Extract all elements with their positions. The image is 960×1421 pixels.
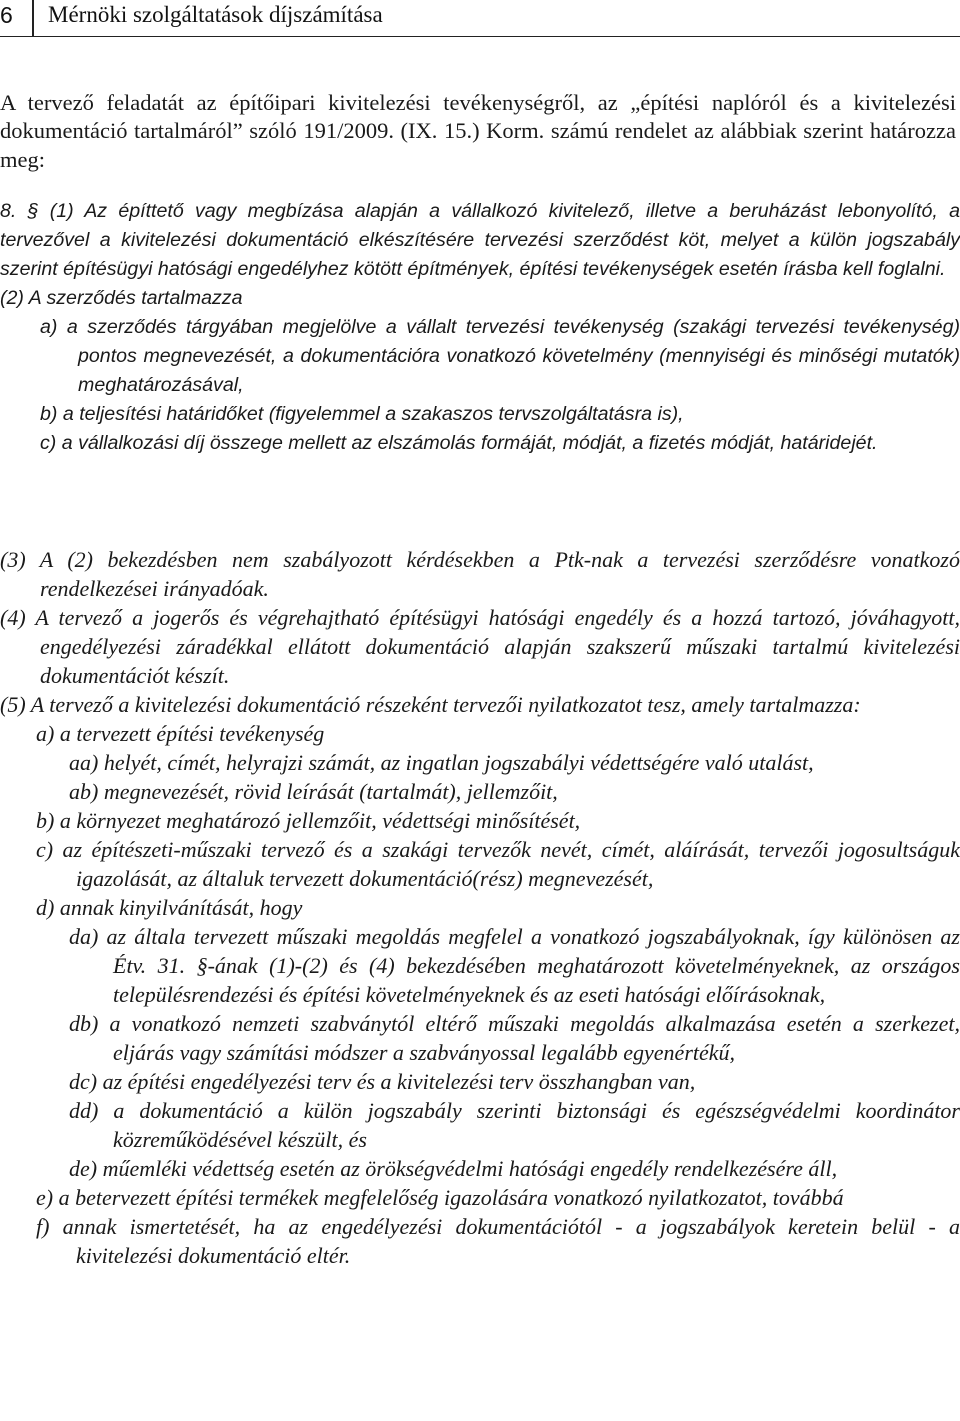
item-a: a) a tervezett építési tevékenység (36, 721, 325, 746)
header-divider (32, 0, 34, 36)
section-8-item-c: c) a vállalkozási díj összege mellett az elszámolás formáját, módját, a fizetés módját, határidejét. (40, 432, 878, 454)
item-dd: dd) a dokumentáció a külön jogszabály szerinti biztonsági és egészségvédelmi koordinátor közreműködésével készült, és (69, 1098, 960, 1152)
item-e: e) a betervezett építési termékek megfelelőség igazolására vonatkozó nyilatkozatot, továbbá (36, 1185, 844, 1210)
item-aa: aa) helyét, címét, helyrajzi számát, az ingatlan jogszabályi védettségére való utalást, (69, 750, 814, 775)
running-title: Mérnöki szolgáltatások díjszámítása (48, 2, 383, 27)
item-b: b) a környezet meghatározó jellemzőit, védettségi minősítését, (36, 808, 581, 833)
item-d: d) annak kinyilvánítását, hogy (36, 895, 303, 920)
section-8-item-b: b) a teljesítési határidőket (figyelemmel a szakaszos tervszolgáltatásra is), (40, 403, 684, 425)
item-da: da) az általa tervezett műszaki megoldás megfelel a vonatkozó jogszabályoknak, így különösen az Étv. 31. §-ának (1)-(2) és (4) bekezdésében meghatározott követelményeknek, az országos településrendezési és építési követelményeknek és az eseti hatósági előírásoknak, (69, 924, 960, 1007)
item-de: de) műemléki védettség esetén az örökségvédelmi hatósági engedély rendelkezésére áll, (69, 1156, 838, 1181)
section-8-paragraph-2-head: (2) A szerződés tartalmazza (0, 287, 243, 309)
item-f: f) annak ismertetését, ha az engedélyezési dokumentációtól - a jogszabályok keretein belül - a kivitelezési dokumentáció eltér. (36, 1214, 960, 1268)
item-db: db) a vonatkozó nemzeti szabványtól eltérő műszaki megoldás alkalmazása esetén a szerkezet, eljárás vagy számítási módszer a szabványossal legalább egyenértékű, (69, 1011, 960, 1065)
paragraph-4: (4) A tervező a jogerős és végrehajtható építésügyi hatósági engedély és a hozzá tartozó, jóváhagyott, engedélyezési záradékkal ellátott dokumentáció alapján szakszerű műszaki tartalmú kivitelezési dokumentációt készít. (0, 605, 960, 688)
paragraph-5: (5) A tervező a kivitelezési dokumentáció részeként tervezői nyilatkozatot tesz, amely tartalmazza: (0, 692, 861, 717)
running-header (0, 0, 960, 37)
page-number: 6 (0, 2, 13, 28)
section-8-item-a: a) a szerződés tárgyában megjelölve a vállalt tervezési tevékenység (szakági tervezési tevékenység) pontos megnevezését, a dokumentációra vonatkozó követelmény (mennyiségi és minőségi mutatók) meghatározásával, (40, 316, 960, 396)
section-8-continued (0, 545, 960, 1270)
item-ab: ab) megnevezését, rövid leírását (tartalmát), jellemzőit, (69, 779, 558, 804)
item-c: c) az építészeti-műszaki tervező és a szakági tervezők nevét, címét, aláírását, tervezői jogosultságuk igazolását, az általuk tervezett dokumentáció(rész) megnevezését, (36, 837, 960, 891)
item-dc: dc) az építési engedélyezési terv és a kivitelezési terv összhangban van, (69, 1069, 696, 1094)
section-8-block (0, 197, 960, 458)
section-8-paragraph-1: 8. § (1) Az építtető vagy megbízása alapján a vállalkozó kivitelező, illetve a beruházást lebonyolító, a tervezővel a kivitelezési dokumentáció elkészítésére tervezési szerződést köt, melyet a külön jogszabály szerint építésügyi hatósági engedélyhez kötött építmények, építési tevékenységek esetén írásba kell foglalni. (0, 200, 960, 280)
paragraph-3: (3) A (2) bekezdésben nem szabályozott kérdésekben a Ptk-nak a tervezési szerződésre vonatkozó rendelkezései irányadóak. (0, 547, 960, 601)
intro-paragraph: A tervező feladatát az építőipari kivitelezési tevékenységről, az „építési naplóról és a kivitelezési dokumentáció tartalmáról” szóló 191/2009. (IX. 15.) Korm. számú rendelet az alábbiak szerint határozza meg: (0, 89, 956, 172)
